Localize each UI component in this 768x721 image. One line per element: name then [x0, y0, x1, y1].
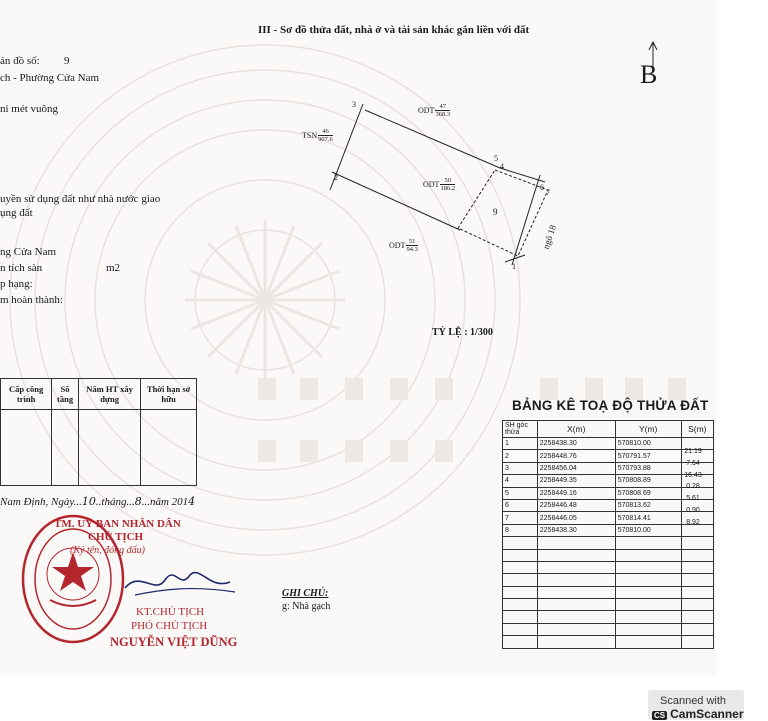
parcel-fraction: [406, 238, 417, 253]
map-scale: TỶ LỆ : 1/300: [432, 327, 493, 338]
parcel-code: TSN: [302, 131, 318, 140]
table-cell: [1, 410, 52, 486]
scanned-with-text: Scanned with: [660, 695, 727, 707]
edge-length: 5.61: [686, 495, 700, 503]
coord-header-x: X(m): [537, 421, 615, 438]
notes-text: g: Nhà gạch: [282, 601, 331, 612]
table-row: [503, 537, 714, 549]
floor-area-label: n tích sàn: [0, 262, 43, 274]
vertex-id: 7: [503, 512, 538, 524]
x-coord: 2258449.35: [537, 475, 615, 487]
kt-title: KT.CHỦ TỊCH: [136, 606, 205, 618]
y-coord: 570793.88: [615, 462, 681, 474]
camscanner-text: [652, 707, 744, 721]
coord-header-vertex: SH góc thửa: [503, 421, 538, 438]
x-coord: 2258446.05: [537, 512, 615, 524]
table-row: [503, 549, 714, 561]
neighbor-parcel-label: [418, 103, 450, 118]
camscanner-label: CamScanner: [670, 707, 744, 721]
vertex-id: 5: [503, 487, 538, 499]
road-label: ngõ 18: [540, 223, 558, 251]
x-coord: 2258449.16: [537, 487, 615, 499]
land-origin-line1: uyền sử dụng đất như nhà nước giao: [0, 193, 161, 205]
parcel-area: 186.2: [440, 185, 456, 192]
coord-header-y: Y(m): [615, 421, 681, 438]
table-row: [503, 574, 714, 586]
edge-length: 21.19: [684, 448, 702, 455]
y-coord: 570813.62: [615, 499, 681, 511]
vertex-label: 1: [512, 262, 516, 271]
ward-text: ch - Phường Cửa Nam: [0, 72, 100, 84]
y-coord: 570791.57: [615, 450, 681, 462]
edge-length-values: [678, 446, 708, 529]
y-coord: 570810.00: [615, 524, 681, 536]
table-row: [503, 623, 714, 635]
construction-table: [0, 378, 197, 486]
vertex-label: 2: [334, 173, 338, 182]
parcel-area: 94.3: [406, 246, 418, 253]
x-coord: 2258456.04: [537, 462, 615, 474]
parcel-fraction: [318, 128, 333, 143]
notes-label: GHI CHÚ:: [282, 588, 329, 599]
y-coord: 570808.69: [615, 487, 681, 499]
vertex-id: 1: [503, 438, 538, 450]
official-seal-icon: [20, 512, 126, 646]
date-year-suffix: 4: [188, 495, 196, 508]
vertex-id: 3: [503, 462, 538, 474]
table-row: [503, 599, 714, 611]
date-year-label: ...năm 201: [141, 496, 189, 508]
parcel-code: ODT: [423, 180, 440, 189]
y-coord: 570814.41: [615, 512, 681, 524]
vertex-id: 4: [503, 475, 538, 487]
floor-area-unit: m2: [106, 262, 121, 274]
neighbor-parcel-label: [423, 177, 455, 192]
camscanner-logo-icon: CS: [654, 711, 666, 720]
land-origin-line2: ụng đất: [0, 207, 33, 219]
parcel-number: 47: [435, 103, 450, 111]
section-title: III - Sơ đồ thửa đất, nhà ở và tài sản khác gắn liền với đất: [258, 24, 530, 36]
x-coord: 2258438.30: [537, 524, 615, 536]
x-coord: 2258446.48: [537, 499, 615, 511]
edge-length: 8.92: [686, 518, 700, 526]
vertex-id: 2: [503, 450, 538, 462]
scan-margin-bottom: [0, 676, 716, 720]
coord-header-s: S(m): [681, 421, 713, 438]
parcel-number: 46: [318, 128, 333, 136]
parcel-code: ODT: [389, 241, 406, 250]
parcel-number: 50: [440, 177, 455, 185]
org-title: TM. UỶ BAN NHÂN DÂN: [54, 518, 181, 530]
parcel-area: 368.3: [435, 111, 451, 118]
date-place: Nam Định, Ngày...: [0, 496, 82, 508]
table-row: [503, 636, 714, 648]
issue-date: [0, 495, 195, 508]
parcel-code: ODT: [418, 106, 435, 115]
edge-length: 0.28: [686, 483, 700, 491]
header-build-year: Năm HT xây dựng: [78, 379, 140, 410]
vertex-label: 5: [494, 154, 498, 163]
table-row: [503, 611, 714, 623]
scan-margin-right: [716, 0, 768, 720]
parcel-fraction: [435, 103, 450, 118]
parcel-number: 51: [406, 238, 417, 246]
vertex-id: 8: [503, 524, 538, 536]
date-month-label: ..tháng...: [95, 496, 135, 508]
date-day: 10: [81, 495, 96, 508]
chairman-title: CHỦ TỊCH: [88, 531, 144, 543]
north-label: B: [640, 60, 658, 89]
x-coord: 2258448.76: [537, 450, 615, 462]
vertex-label: 3: [352, 100, 356, 109]
vice-chairman-title: PHÓ CHỦ TỊCH: [131, 620, 208, 632]
table-row: [503, 586, 714, 598]
signer-name: NGUYỄN VIỆT DŨNG: [110, 635, 238, 649]
map-sheet-value: 9: [64, 55, 70, 67]
header-floors: Số tầng: [52, 379, 79, 410]
edge-length: 7.64: [686, 459, 700, 467]
x-coord: 2258438.30: [537, 438, 615, 450]
table-row: [503, 561, 714, 573]
date-month: 8: [134, 495, 142, 508]
edge-length: 0.90: [686, 506, 700, 514]
vertex-label: 4: [500, 162, 504, 171]
table-cell: [141, 410, 197, 486]
completion-year-label: m hoàn thành:: [0, 294, 63, 306]
vertex-label: 7: [546, 188, 550, 197]
grade-label: p hạng:: [0, 278, 33, 290]
parcel-fraction: [440, 177, 455, 192]
coord-table-title: BẢNG KÊ TOẠ ĐỘ THỬA ĐẤT: [512, 398, 709, 413]
table-cell: [52, 410, 79, 486]
neighbor-parcel-label: [389, 238, 418, 253]
table-cell: [78, 410, 140, 486]
vertex-label: 6: [540, 183, 544, 192]
vertex-id: 6: [503, 499, 538, 511]
map-sheet-label: ản đồ số:: [0, 55, 40, 67]
handwritten-signature: [120, 560, 240, 610]
y-coord: 570808.89: [615, 475, 681, 487]
header-ownership-term: Thời hạn sở hữu: [141, 379, 197, 410]
header-grade: Cấp công trình: [1, 379, 52, 410]
edge-length: 16.43: [684, 471, 702, 479]
plot-number: 9: [493, 207, 498, 217]
y-coord: 570810.00: [615, 438, 681, 450]
neighbor-parcel-label: [302, 128, 333, 143]
parcel-area: 907.6: [318, 136, 333, 143]
sign-note: (Ký tên, đóng dấu): [70, 545, 145, 556]
area-unit-text: ni mét vuông: [0, 103, 59, 115]
house-address: ng Cửa Nam: [0, 246, 57, 258]
